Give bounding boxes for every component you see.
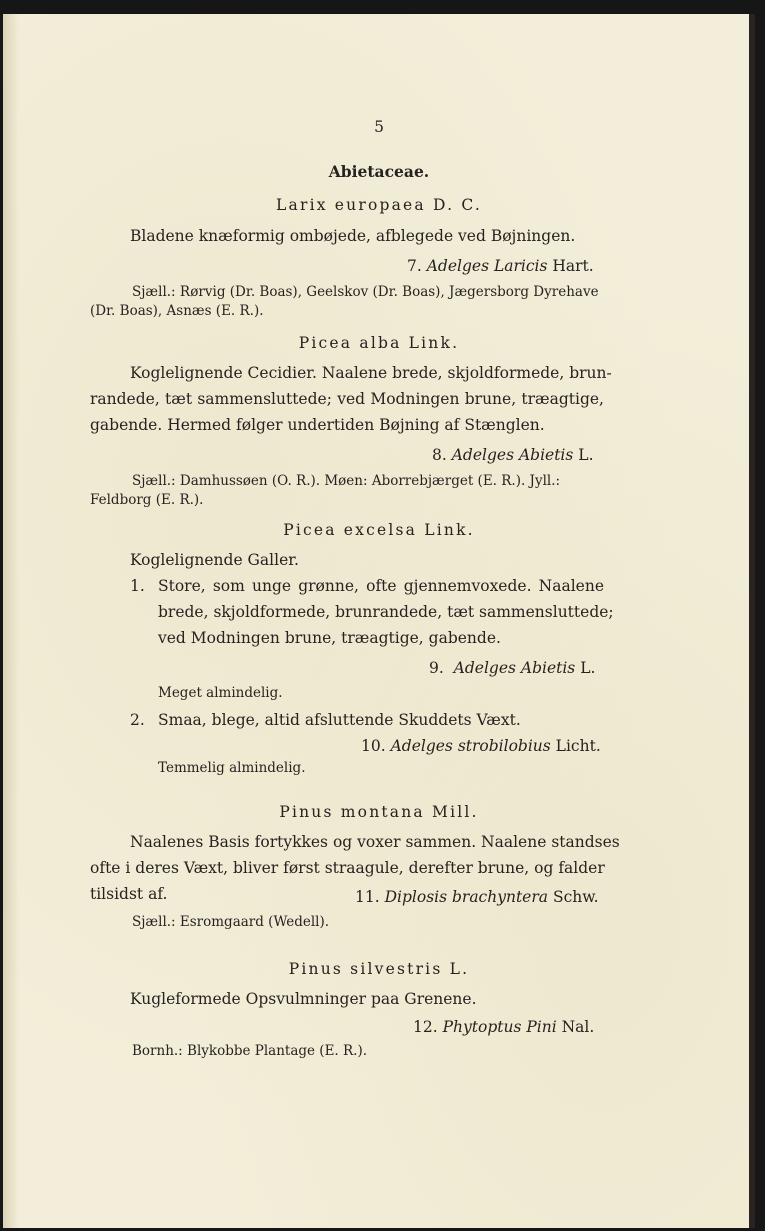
locality-picea-alba-1: Sjæll.: Damhussøen (O. R.). Møen: Aborrebjærget (E. R.). Jyll.: bbox=[132, 473, 561, 489]
species-author: Licht. bbox=[555, 737, 601, 755]
host-heading-pinus-montana: Pinus montana Mill. bbox=[279, 803, 479, 821]
entry-number: 11. bbox=[355, 888, 380, 906]
species-author: Hart. bbox=[552, 257, 594, 275]
description-picea-alba-1: Koglelignende Cecidier. Naalene brede, skjoldformede, brun- bbox=[130, 364, 612, 382]
list-item-1-line-3: ved Modningen brune, træagtige, gabende. bbox=[158, 629, 501, 647]
species-name: Phytoptus Pini bbox=[442, 1018, 557, 1036]
species-entry-12 bbox=[413, 1018, 594, 1036]
locality-pinus-montana: Sjæll.: Esromgaard (Wedell). bbox=[132, 914, 330, 930]
species-entry-11 bbox=[355, 888, 599, 906]
description-picea-alba-3: gabende. Hermed følger undertiden Bøjning af Stænglen. bbox=[90, 416, 545, 434]
species-name: Adelges Laricis bbox=[426, 257, 548, 275]
list-number-1: 1. bbox=[130, 577, 145, 595]
description-pinus-silvestris: Kugleformede Opsvulmninger paa Grenene. bbox=[130, 990, 477, 1008]
species-name: Adelges strobilobius bbox=[390, 737, 551, 755]
species-name: Adelges Abietis bbox=[453, 659, 576, 677]
list-item-2-line-1: Smaa, blege, altid afsluttende Skuddets Væxt. bbox=[158, 711, 521, 729]
species-entry-7 bbox=[407, 257, 594, 275]
species-author: Nal. bbox=[561, 1018, 595, 1036]
list-number-2: 2. bbox=[130, 711, 145, 729]
list-item-1-line-1: Store, som unge grønne, ofte gjennemvoxede. Naalene bbox=[158, 577, 604, 595]
entry-number: 12. bbox=[413, 1018, 438, 1036]
list-item-1-line-2: brede, skjoldformede, brunrandede, tæt sammensluttede; bbox=[158, 603, 614, 621]
description-pinus-montana-2: ofte i deres Væxt, bliver først straagule, derefter brune, og falder bbox=[90, 859, 605, 877]
description-larix: Bladene knæformig ombøjede, afblegede ved Bøjningen. bbox=[130, 227, 576, 245]
entry-number: 9. bbox=[429, 659, 444, 677]
locality-larix-2: (Dr. Boas), Asnæs (E. R.). bbox=[90, 303, 264, 319]
frequency-note-2: Temmelig almindelig. bbox=[158, 760, 306, 776]
locality-larix-1: Sjæll.: Rørvig (Dr. Boas), Geelskov (Dr. Boas), Jægersborg Dyrehave bbox=[132, 284, 599, 300]
locality-picea-alba-2: Feldborg (E. R.). bbox=[90, 492, 204, 508]
document-page bbox=[3, 14, 755, 1228]
family-heading: Abietaceae. bbox=[328, 162, 430, 181]
species-entry-8 bbox=[432, 446, 594, 464]
host-heading-picea-excelsa: Picea excelsa Link. bbox=[283, 521, 475, 539]
species-author: L. bbox=[580, 659, 596, 677]
locality-pinus-silvestris: Bornh.: Blykobbe Plantage (E. R.). bbox=[132, 1043, 368, 1059]
description-picea-excelsa: Koglelignende Galler. bbox=[130, 551, 299, 569]
host-heading-picea-alba: Picea alba Link. bbox=[298, 334, 460, 352]
species-name: Adelges Abietis bbox=[451, 446, 574, 464]
entry-number: 10. bbox=[361, 737, 386, 755]
species-entry-9 bbox=[429, 659, 595, 677]
entry-number: 7. bbox=[407, 257, 422, 275]
species-author: Schw. bbox=[552, 888, 599, 906]
description-pinus-montana-1: Naalenes Basis fortykkes og voxer sammen. Naalene standses bbox=[130, 833, 620, 851]
description-picea-alba-2: randede, tæt sammensluttede; ved Modningen brune, træagtige, bbox=[90, 390, 604, 408]
species-name: Diplosis brachyntera bbox=[384, 888, 549, 906]
species-entry-10 bbox=[361, 737, 601, 755]
frequency-note-1: Meget almindelig. bbox=[158, 685, 283, 701]
description-pinus-montana-3: tilsidst af. bbox=[90, 885, 168, 903]
host-heading-larix: Larix europaea D. C. bbox=[276, 196, 482, 214]
entry-number: 8. bbox=[432, 446, 447, 464]
species-author: L. bbox=[578, 446, 594, 464]
page-number: 5 bbox=[374, 118, 384, 136]
host-heading-pinus-silvestris: Pinus silvestris L. bbox=[288, 960, 470, 978]
